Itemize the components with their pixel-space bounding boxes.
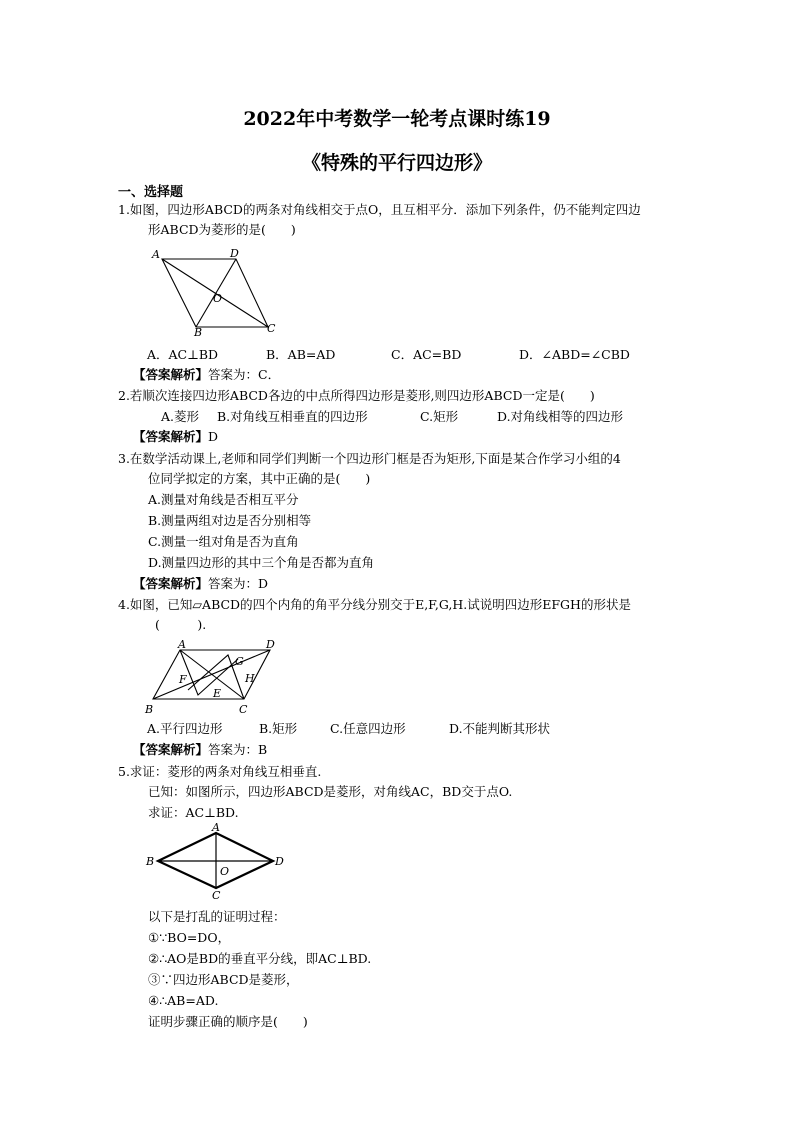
q3-option-b: B.测量两组对边是否分别相等 xyxy=(148,513,312,528)
q5-label-d: D xyxy=(275,855,284,868)
q5-stem-line1: 5.求证：菱形的两条对角线互相垂直. xyxy=(118,764,322,779)
document-title: 2022年中考数学一轮考点课时练19 xyxy=(243,108,551,130)
q4-option-d: D.不能判断其形状 xyxy=(449,721,551,736)
q5-figure-rhombus xyxy=(142,822,292,900)
document-subtitle: 《特殊的平行四边形》 xyxy=(301,152,492,174)
q5-prove: 求证：AC⊥BD. xyxy=(148,805,239,820)
q5-label-b: B xyxy=(146,855,155,868)
q4-option-a: A.平行四边形 xyxy=(147,721,223,736)
q4-label-d: D xyxy=(266,638,275,651)
q5-step-2: ②∴AO是BD的垂直平分线，即AC⊥BD. xyxy=(148,951,372,966)
q2-option-a: A.菱形 xyxy=(161,409,200,424)
q1-stem-line1: 1.如图，四边形ABCD的两条对角线相交于点O，且互相平分．添加下列条件，仍不能判定四边 xyxy=(118,202,641,217)
q1-figure-parallelogram xyxy=(150,246,282,338)
q5-question: 证明步骤正确的顺序是( ) xyxy=(148,1014,308,1029)
q1-option-c: C．AC=BD xyxy=(391,347,462,362)
q4-label-f: F xyxy=(179,673,187,686)
q5-label-o: O xyxy=(220,865,230,878)
q4-label-b: B xyxy=(145,703,154,716)
q1-label-b: B xyxy=(194,326,203,338)
section-heading: 一、选择题 xyxy=(118,185,184,200)
q5-step-3: ③∵四边形ABCD是菱形， xyxy=(148,972,299,987)
q3-answer xyxy=(133,575,268,593)
q1-answer-tag: 【答案解析】 xyxy=(133,367,209,382)
q4-label-a: A xyxy=(178,638,186,651)
q4-stem-line1: 4.如图，已知▱ABCD的四个内角的角平分线分别交于E,F,G,H.试说明四边形EFGH的形状是 xyxy=(118,597,631,612)
q1-label-c: C xyxy=(267,322,276,335)
q5-step-1: ①∵BO=DO， xyxy=(148,930,231,945)
q5-label-a: A xyxy=(212,822,220,834)
q4-answer-text: 答案为：B xyxy=(208,742,268,757)
q2-stem-line1: 2.若顺次连接四边形ABCD各边的中点所得四边形是菱形,则四边形ABCD一定是( ) xyxy=(118,388,595,403)
q3-option-d: D.测量四边形的其中三个角是否都为直角 xyxy=(148,555,375,570)
q1-stem-line2: 形ABCD为菱形的是( ) xyxy=(148,222,296,237)
q2-answer-tag: 【答案解析】 xyxy=(133,429,209,444)
q3-option-c: C.测量一组对角是否为直角 xyxy=(148,534,299,549)
q1-answer-text: 答案为：C． xyxy=(208,367,281,382)
q4-option-c: C.任意四边形 xyxy=(330,721,406,736)
q1-label-a: A xyxy=(152,248,160,261)
q5-label-c: C xyxy=(212,889,221,900)
q1-option-b: B．AB=AD xyxy=(266,347,336,362)
q4-answer xyxy=(133,741,267,759)
q3-option-a: A.测量对角线是否相互平分 xyxy=(148,492,299,507)
q1-option-d: D．∠ABD=∠CBD xyxy=(519,347,630,362)
q4-label-c: C xyxy=(239,703,248,716)
q5-intro: 以下是打乱的证明过程： xyxy=(148,909,286,924)
q2-option-b: B.对角线互相垂直的四边形 xyxy=(217,409,368,424)
q3-answer-tag: 【答案解析】 xyxy=(133,576,209,591)
q2-option-d: D.对角线相等的四边形 xyxy=(497,409,624,424)
q2-option-c: C.矩形 xyxy=(420,409,459,424)
q5-given: 已知：如图所示，四边形ABCD是菱形，对角线AC，BD交于点O. xyxy=(148,784,513,799)
q4-label-h: H xyxy=(245,672,255,685)
q4-figure-parallelogram xyxy=(143,637,283,717)
q2-answer xyxy=(133,428,218,446)
q4-answer-tag: 【答案解析】 xyxy=(133,742,209,757)
q2-answer-text: D xyxy=(208,429,219,444)
q3-answer-text: 答案为：D xyxy=(208,576,269,591)
q1-option-a: A．AC⊥BD xyxy=(147,347,219,362)
q4-label-g: G xyxy=(235,655,244,668)
q5-step-4: ④∴AB=AD. xyxy=(148,993,219,1008)
q4-label-e: E xyxy=(213,687,222,700)
q4-option-b: B.矩形 xyxy=(259,721,298,736)
q3-stem-line1: 3.在数学活动课上,老师和同学们判断一个四边形门框是否为矩形,下面是某合作学习小组的4 xyxy=(118,451,621,466)
q1-answer xyxy=(133,366,280,384)
q1-label-o: O xyxy=(213,292,223,305)
q3-stem-line2: 位同学拟定的方案，其中正确的是( ) xyxy=(148,471,371,486)
q4-stem-line2: ( ). xyxy=(155,617,207,632)
q1-label-d: D xyxy=(230,247,239,260)
